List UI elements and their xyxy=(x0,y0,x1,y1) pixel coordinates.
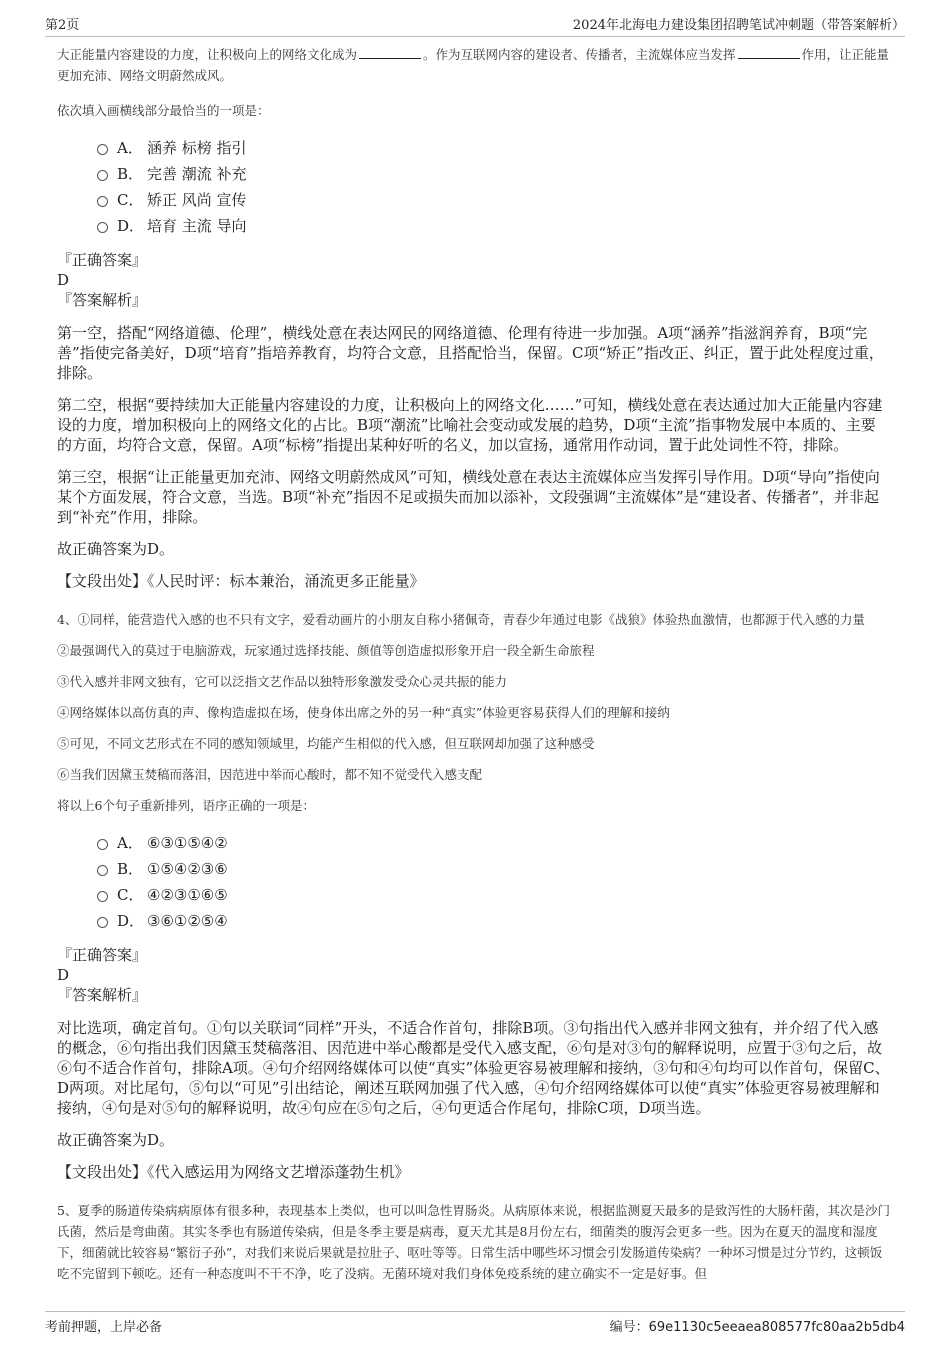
q4-option-a[interactable] xyxy=(97,830,890,856)
q3-option-d[interactable] xyxy=(97,213,890,239)
page-footer xyxy=(45,1311,905,1336)
option-text: ①⑤④②③⑥ xyxy=(147,860,228,878)
q3-option-b[interactable] xyxy=(97,161,890,187)
option-letter: A． xyxy=(117,834,143,852)
q4-sentence-1: 4、①同样，能营造代入感的也不只有文字，爱看动画片的小朋友自称小猪佩奇，青春少年通过电影《战狼》体验热血激情，也都源于代入感的力量 xyxy=(57,612,865,627)
option-text: 矫正 风尚 宣传 xyxy=(147,191,247,209)
q4-answer-label: 『正确答案』 xyxy=(57,946,148,964)
radio-icon[interactable] xyxy=(97,196,108,207)
q4-source: 【文段出处】《代入感运用为网络文艺增添蓬勃生机》 xyxy=(57,1163,410,1181)
option-text: 培育 主流 导向 xyxy=(147,217,247,235)
option-letter: D． xyxy=(117,912,145,930)
q4-sentence-2: ②最强调代入的莫过于电脑游戏，玩家通过选择技能、颜值等创造虚拟形象开启一段全新生命旅程 xyxy=(57,643,595,658)
option-text: ③⑥①②⑤④ xyxy=(147,912,228,930)
q5-text: 5、夏季的肠道传染病病原体有很多种，表现基本上类似，也可以叫急性胃肠炎。从病原体来说，根据监测夏天最多的是致泻性的大肠杆菌，其次是沙门氏菌，然后是弯曲菌。其实冬季也有肠道传染病，但是冬季主要是病毒，夏天尤其是8月份左右，细菌类的腹泻会更多一些。因为在夏天的温度和湿度下，细菌就比较容易“繁衍子孙”，对我们来说后果就是拉肚子、呕吐等等。日常生活中哪些坏习惯会引发肠道传染病？一种坏习惯是过分节约，这顿饭吃不完留到下顿吃。还有一种态度叫不干不净，吃了没病。无菌环境对我们身体免疫系统的建立确实不一定是好事。但 xyxy=(57,1203,890,1281)
q3-stem xyxy=(57,44,890,86)
q4-sentence-3: ③代入感并非网文独有，它可以泛指文艺作品以独特形象激发受众心灵共振的能力 xyxy=(57,674,508,689)
option-text: 完善 潮流 补充 xyxy=(147,165,247,183)
radio-icon[interactable] xyxy=(97,917,108,928)
q4-sentence-5: ⑤可见，不同文艺形式在不同的感知领域里，均能产生相似的代入感，但互联网却加强了这种感受 xyxy=(57,736,595,751)
q4-answer: D xyxy=(57,966,70,984)
q3-analysis-3: 第三空，根据“让正能量更加充沛、网络文明蔚然成风”可知，横线处意在表达主流媒体应当发挥引导作用。D项“导向”指使向某个方面发展，符合文意，当选。B项“补充”指因不足或损失而加以添补，文段强调“主流媒体”是“建设者、传播者”，并非起到“补充”作用，排除。 xyxy=(57,468,880,526)
radio-icon[interactable] xyxy=(97,144,108,155)
option-letter: C． xyxy=(117,191,144,209)
option-letter: B． xyxy=(117,165,144,183)
q4-option-d[interactable] xyxy=(97,908,890,934)
q4-prompt: 将以上6个句子重新排列，语序正确的一项是： xyxy=(57,798,315,813)
q3-options xyxy=(97,135,890,239)
q3-option-c[interactable] xyxy=(97,187,890,213)
q3-analysis-1: 第一空，搭配“网络道德、伦理”，横线处意在表达网民的网络道德、伦理有待进一步加强。A项“涵养”指滋润养育，B项“完善”指使完备美好，D项“培育”指培养教育，均符合文意，且搭配恰当，保留。C项“矫正”指改正、纠正，置于此处程度过重，排除。 xyxy=(57,324,884,382)
q4-sentence-6: ⑥当我们因黛玉焚稿而落泪，因范进中举而心酸时，都不知不觉受代入感支配 xyxy=(57,767,483,782)
q3-analysis-2: 第二空，根据“要持续加大正能量内容建设的力度，让积极向上的网络文化……”可知，横线处意在表达通过加大正能量内容建设的力度，增加积极向上的网络文化的占比。B项“潮流”比喻社会变动或发展的趋势，D项“主流”指事物发展中本质的、主要的方面，均符合文意，保留。A项“标榜”指提出某种好听的名义，加以宣扬，通常用作动词，置于此处词性不符，排除。 xyxy=(57,396,883,454)
q3-answer: D xyxy=(57,271,70,289)
footer-code-label: 编号： xyxy=(609,1320,649,1335)
radio-icon[interactable] xyxy=(97,891,108,902)
radio-icon[interactable] xyxy=(97,222,108,233)
document-title: 2024年北海电力建设集团招聘笔试冲刺题（带答案解析） xyxy=(572,18,905,33)
footer-code-value: 69e1130c5eeaea808577fc80aa2b5db4 xyxy=(648,1320,905,1335)
q4-option-b[interactable] xyxy=(97,856,890,882)
option-text: ⑥③①⑤④② xyxy=(147,834,228,852)
footer-slogan: 考前押题，上岸必备 xyxy=(45,1320,163,1335)
q4-option-c[interactable] xyxy=(97,882,890,908)
q4-conclusion: 故正确答案为D。 xyxy=(57,1131,175,1149)
radio-icon[interactable] xyxy=(97,865,108,876)
q3-stem-part3: 作用，让正能量更加充沛、网络文明蔚然成风。 xyxy=(57,47,890,83)
q3-analysis-label: 『答案解析』 xyxy=(57,291,148,309)
q3-answer-label: 『正确答案』 xyxy=(57,251,148,269)
option-letter: B． xyxy=(117,860,144,878)
q4-options xyxy=(97,830,890,934)
footer-code xyxy=(610,1316,905,1336)
q4-analysis-1: 对比选项，确定首句。①句以关联词“同样”开头，不适合作首句，排除B项。③句指出代入感并非网文独有，并介绍了代入感的概念，⑥句指出我们因黛玉焚稿落泪、因范进中举心酸都是受代入感支配，⑥句是对③句的解释说明，应置于③句之后，故⑥句不适合作首句，排除A项。④句介绍网络媒体可以使“真实”体验更容易被理解和接纳，③句和④句均可以作首句，保留C、D两项。对比尾句，⑤句以“可见”引出结论，阐述互联网加强了代入感，④句介绍网络媒体可以使“真实”体验更容易被理解和接纳，④句是对⑤句的解释说明，故④句应在⑤句之后，④句更适合作尾句，排除C项，D项当选。 xyxy=(57,1019,890,1117)
q3-stem-part2: 。作为互联网内容的建设者、传播者，主流媒体应当发挥 xyxy=(423,47,736,62)
radio-icon[interactable] xyxy=(97,170,108,181)
blank-line xyxy=(359,46,421,59)
option-letter: C． xyxy=(117,886,144,904)
page-number: 第2页 xyxy=(45,18,80,33)
q4-analysis-label: 『答案解析』 xyxy=(57,986,148,1004)
option-text: ④②③①⑥⑤ xyxy=(147,886,228,904)
radio-icon[interactable] xyxy=(97,839,108,850)
q3-option-a[interactable] xyxy=(97,135,890,161)
option-letter: D． xyxy=(117,217,145,235)
q4-sentence-4: ④网络媒体以高仿真的声、像构造虚拟在场，使身体出席之外的另一种“真实”体验更容易获得人们的理解和接纳 xyxy=(57,705,670,720)
page-content xyxy=(57,44,890,1298)
page-header xyxy=(45,14,905,37)
blank-line xyxy=(738,46,800,59)
q3-conclusion: 故正确答案为D。 xyxy=(57,540,175,558)
option-text: 涵养 标榜 指引 xyxy=(147,139,247,157)
q3-prompt: 依次填入画横线部分最恰当的一项是： xyxy=(57,103,270,118)
q3-stem-part1: 大正能量内容建设的力度，让积极向上的网络文化成为 xyxy=(57,47,358,62)
q3-source: 【文段出处】《人民时评：标本兼治，涌流更多正能量》 xyxy=(57,572,425,590)
option-letter: A． xyxy=(117,139,143,157)
